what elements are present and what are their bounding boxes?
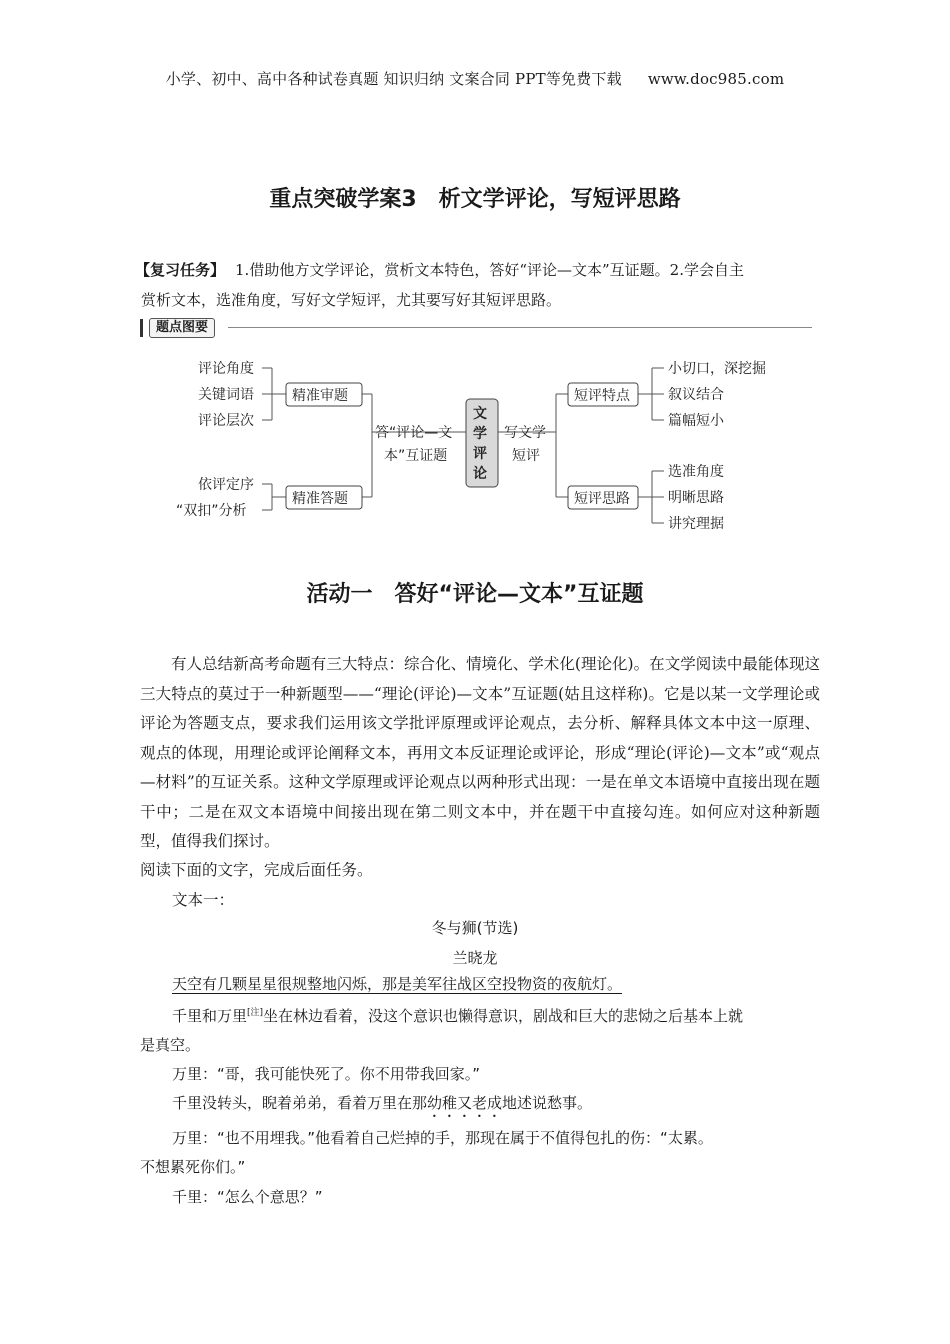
- center-char: 文: [473, 406, 487, 422]
- right-item: 篇幅短小: [668, 413, 724, 429]
- story-p4-b: 地述说愁事。: [502, 1094, 593, 1112]
- review-line1: 1.借助他方文学评论，赏析文本特色，答好“评论—文本”互证题。2.学会自主: [235, 261, 744, 279]
- section-label: 题点图要: [149, 318, 215, 338]
- box-tedian: 短评特点: [574, 388, 630, 404]
- activity-part1: 活动一: [306, 582, 373, 607]
- section-marker: [140, 319, 143, 337]
- note-marker: [注]: [247, 1008, 264, 1018]
- story-paragraph: [140, 1060, 820, 1089]
- right-item: 讲究理据: [668, 516, 724, 532]
- story-p2-b: 坐在林边看着，没这个意识也懒得意识，剧战和巨大的悲恸之后基本上就: [263, 1007, 744, 1025]
- intro-paragraph: 有人总结新高考命题有三大特点：综合化、情境化、学术化(理论化)。在文学阅读中最能体现这三大特点的莫过于一种新题型——“理论(评论)—文本”互证题(姑且这样称)。它是以某一文学理论或评论为答题支点，要求我们运用该文学批评原理或评论观点，去分析、解释具体文本中这一原理、观点的体现，用理论或评论阐释文本，再用文本反证理论或评论，形成“理论(评论)—文本”或“观点—材料”的互证关系。这种文学原理或评论观点以两种形式出现：一是在单文本语境中直接出现在题干中；二是在双文本语境中间接出现在第二则文本中，并在题干中直接勾连。如何应对这种新题型，值得我们探讨。: [140, 655, 820, 850]
- story-p2-c: 是真空。: [140, 1036, 201, 1054]
- left-item: 评论角度: [198, 361, 254, 377]
- story-paragraph: [140, 1124, 820, 1182]
- page-header: [0, 68, 950, 89]
- right-item: 明晰思路: [668, 490, 724, 506]
- page-title: [0, 182, 950, 213]
- left-item: 依评定序: [198, 477, 254, 493]
- right-item: 叙议结合: [668, 387, 724, 403]
- story-p4-a: 千里没转头，睨着弟弟，看着万里在那: [172, 1094, 428, 1112]
- activity-part2: 答好“评论—文本”互证题: [394, 582, 644, 607]
- title-part1: 重点突破学案3: [269, 187, 417, 212]
- story-p3: 万里：“哥，我可能快死了。你不用带我回家。”: [172, 1065, 481, 1083]
- mid-left-label-2: 本”互证题: [384, 448, 448, 464]
- left-item: 关键词语: [198, 387, 254, 403]
- review-task: [135, 255, 820, 315]
- center-char: 学: [473, 426, 487, 442]
- box-dati: 精准答题: [292, 491, 348, 507]
- left-item: 评论层次: [198, 413, 254, 429]
- title-part2: 析文学评论，写短评思路: [438, 187, 681, 212]
- right-item: 小切口，深挖掘: [668, 361, 766, 377]
- right-item: 选准角度: [668, 464, 724, 480]
- story-title: 冬与狮(节选): [431, 919, 519, 937]
- story-p5-a: 万里：“也不用埋我。”他看着自己烂掉的手，那现在属于不值得包扎的伤：“太累。: [172, 1129, 713, 1147]
- box-shenti: 精准审题: [292, 388, 348, 404]
- mid-left-label-1: 答“评论—文: [375, 425, 453, 441]
- story-paragraph: [140, 999, 820, 1060]
- mid-right-label-2: 短评: [512, 448, 540, 464]
- center-char: 评: [473, 446, 487, 462]
- mid-right-label-1: 写文学: [504, 425, 546, 441]
- header-text: 小学、初中、高中各种试卷真题 知识归纳 文案合同 PPT等免费下载: [165, 70, 622, 88]
- left-item: “双扣”分析: [176, 503, 247, 519]
- story-paragraph: [140, 970, 820, 999]
- section-divider: [228, 327, 812, 328]
- instruction: 阅读下面的文字，完成后面任务。: [140, 861, 373, 879]
- story-p5-b: 不想累死你们。”: [140, 1158, 246, 1176]
- story-p1: 天空有几颗星星很规整地闪烁，那是美军往战区空投物资的夜航灯。: [172, 975, 623, 993]
- story-p6: 千里：“怎么个意思？”: [172, 1188, 323, 1206]
- story-paragraph: [140, 1089, 820, 1121]
- story-p4-emphasis: 幼稚又老成: [427, 1094, 503, 1112]
- review-line2: 赏析文本，选准角度，写好文学短评，尤其要写好其短评思路。: [141, 291, 562, 309]
- story-paragraph: [140, 1183, 820, 1212]
- story-author: 兰晓龙: [452, 949, 498, 967]
- activity-heading: [0, 577, 950, 608]
- center-char: 论: [473, 466, 487, 482]
- story-p2-a: 千里和万里: [172, 1007, 248, 1025]
- section-header: [140, 318, 812, 338]
- header-site-link[interactable]: www.doc985.com: [647, 70, 785, 88]
- box-silu: 短评思路: [574, 491, 630, 507]
- review-tag: 【复习任务】: [135, 261, 226, 279]
- mind-map-diagram: [140, 350, 810, 550]
- text-label: 文本一：: [172, 891, 235, 909]
